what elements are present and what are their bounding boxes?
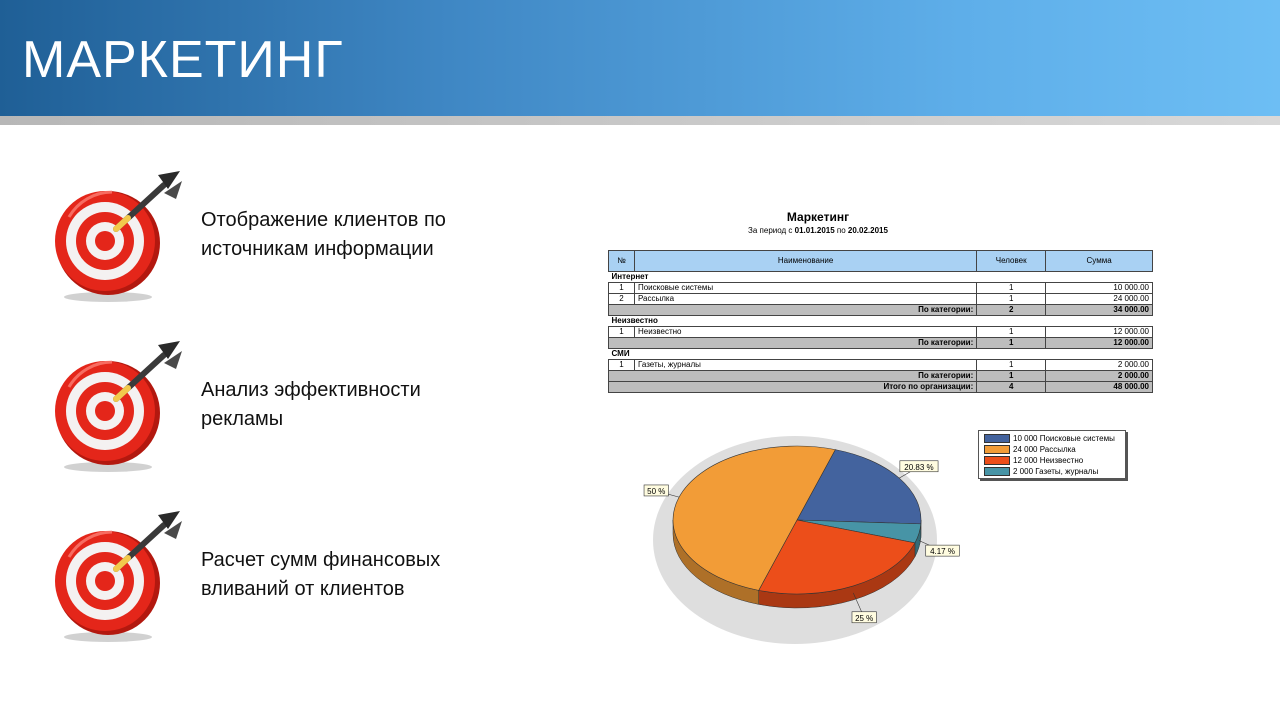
total-sum: 48 000.00 [1046, 382, 1153, 393]
legend-swatch [984, 456, 1010, 465]
target-dart-icon [52, 505, 192, 645]
row-name: Газеты, журналы [634, 360, 976, 371]
legend-item [984, 456, 1083, 466]
table-row [609, 360, 1153, 371]
row-people: 1 [977, 294, 1046, 305]
legend-swatch [984, 467, 1010, 476]
table-row [609, 327, 1153, 338]
period-mid: по [834, 226, 848, 235]
target-dart-icon [52, 165, 192, 305]
category-name: СМИ [609, 349, 1153, 360]
legend-swatch [984, 434, 1010, 443]
category-name: Неизвестно [609, 316, 1153, 327]
subtotal-label: По категории: [609, 338, 977, 349]
table-header-row [609, 251, 1153, 272]
column-header-name: Наименование [634, 251, 976, 272]
subtotal-people: 1 [977, 371, 1046, 382]
row-number: 1 [609, 283, 635, 294]
report-table [608, 250, 1153, 393]
subtotal-people: 1 [977, 338, 1046, 349]
subtotal-sum: 12 000.00 [1046, 338, 1153, 349]
report-period [718, 226, 918, 235]
pie-chart [630, 420, 970, 650]
row-name: Рассылка [634, 294, 976, 305]
report-title: Маркетинг [786, 210, 850, 224]
period-prefix: За период с [748, 226, 795, 235]
subtotal-sum: 2 000.00 [1046, 371, 1153, 382]
legend-label: 10 000 Поисковые системы [1013, 434, 1115, 443]
row-number: 2 [609, 294, 635, 305]
legend-swatch [984, 445, 1010, 454]
row-name: Неизвестно [634, 327, 976, 338]
legend-label: 12 000 Неизвестно [1013, 456, 1084, 465]
row-people: 1 [977, 327, 1046, 338]
page-title: МАРКЕТИНГ [22, 31, 344, 89]
row-sum: 2 000.00 [1046, 360, 1153, 371]
feature-text: Расчет сумм финансовых вливаний от клиентов [201, 549, 441, 600]
legend-label: 2 000 Газеты, журналы [1013, 467, 1099, 476]
row-number: 1 [609, 327, 635, 338]
row-number: 1 [609, 360, 635, 371]
subtotal-row [609, 371, 1153, 382]
row-sum: 12 000.00 [1046, 327, 1153, 338]
column-header-people: Человек [977, 251, 1046, 272]
category-row [609, 272, 1153, 283]
table-row [609, 283, 1153, 294]
subtotal-label: По категории: [609, 305, 977, 316]
row-name: Поисковые системы [634, 283, 976, 294]
feature-item [52, 165, 512, 305]
row-people: 1 [977, 360, 1046, 371]
row-sum: 24 000.00 [1046, 294, 1153, 305]
period-date-from: 01.01.2015 [794, 226, 835, 235]
column-header-sum: Сумма [1046, 251, 1153, 272]
row-sum: 10 000.00 [1046, 283, 1153, 294]
category-row [609, 349, 1153, 360]
data-label: 4.17 % [930, 547, 955, 557]
subtotal-people: 2 [977, 305, 1046, 316]
legend-item [984, 445, 1076, 455]
subtotal-sum: 34 000.00 [1046, 305, 1153, 316]
feature-text: Анализ эффективности рекламы [201, 379, 421, 430]
category-row [609, 316, 1153, 327]
category-name: Интернет [609, 272, 1153, 283]
column-header-number: № [609, 251, 635, 272]
subtotal-label: По категории: [609, 371, 977, 382]
header-divider [0, 116, 1280, 125]
table-row [609, 294, 1153, 305]
target-dart-icon [52, 335, 192, 475]
row-people: 1 [977, 283, 1046, 294]
period-date-to: 20.02.2015 [847, 226, 888, 235]
legend-label: 24 000 Рассылка [1013, 445, 1076, 454]
feature-text: Отображение клиентов по источникам информации [201, 209, 446, 260]
feature-item [52, 505, 512, 645]
legend-item [984, 434, 1115, 444]
total-row [609, 382, 1153, 393]
legend-item [984, 467, 1098, 477]
data-label: 50 % [647, 486, 666, 496]
subtotal-row [609, 338, 1153, 349]
chart-legend [978, 430, 1126, 479]
data-label: 20.83 % [904, 462, 934, 472]
feature-item [52, 335, 512, 475]
data-label: 25 % [855, 613, 874, 623]
subtotal-row [609, 305, 1153, 316]
total-label: Итого по организации: [609, 382, 977, 393]
total-people: 4 [977, 382, 1046, 393]
